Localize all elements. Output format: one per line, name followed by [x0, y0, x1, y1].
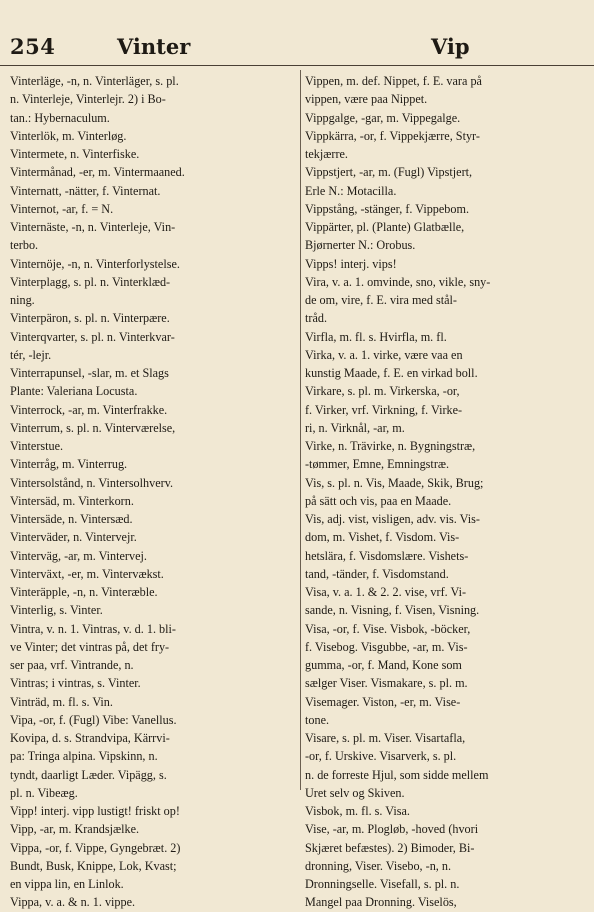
dictionary-line: gumma, -or, f. Mand, Kone som [305, 658, 462, 672]
dictionary-line: Vippkärra, -or, f. Vippekjærre, Styr- [305, 128, 480, 143]
dictionary-line: tekjærre. [305, 147, 348, 161]
dictionary-line: Vinterqvarter, s. pl. n. Vinterkvar- [10, 329, 175, 344]
dictionary-line: Vinteräpple, -n, n. Vinteræble. [10, 585, 158, 599]
dictionary-line: Visare, s. pl. m. Viser. Visartafla, [305, 731, 466, 745]
dictionary-line: Vinternöje, -n, n. Vinterforlystelse. [10, 256, 180, 271]
dictionary-line: Vinterväxt, -er, m. Vintervækst. [10, 566, 164, 581]
dictionary-line: Mangel paa Dronning. Viselös, [305, 895, 457, 910]
dictionary-line: Vinterläge, -n, n. Vinterläger, s. pl. [10, 74, 179, 88]
dictionary-line: Visa, -or, f. Vise. Visbok, -böcker, [305, 621, 471, 636]
dictionary-line: Visemager. Viston, -er, m. Vise- [305, 694, 461, 709]
dictionary-line: Skjæret befæstes). 2) Bimoder, Bi- [305, 840, 475, 855]
page-header [0, 0, 594, 64]
dictionary-line: Vintersäde, n. Vintersæd. [10, 512, 133, 526]
dictionary-line: Virke, n. Trävirke, n. Bygningstræ, [305, 439, 476, 453]
dictionary-line: Vis, s. pl. n. Vis, Maade, Skik, Brug; [305, 475, 484, 490]
dictionary-line: Vinterstue. [10, 439, 64, 453]
dictionary-line: dronning, Viser. Visebo, -n, n. [305, 858, 452, 873]
dictionary-line: Vis, adj. vist, visligen, adv. vis. Vis- [305, 512, 480, 526]
dictionary-line: Vipp, -ar, m. Krandsjælke. [10, 822, 140, 837]
dictionary-line: ve Vinter; det vintras på, det fry- [10, 639, 170, 654]
dictionary-line: de om, vire, f. E. vira med stål- [305, 293, 457, 307]
dictionary-line: Vippa, -or, f. Vippe, Gyngebræt. 2) [10, 840, 181, 855]
dictionary-line: Vinterplagg, s. pl. n. Vinterklæd- [10, 274, 171, 289]
dictionary-line: Visa, v. a. 1. & 2. 2. vise, vrf. Vi- [305, 585, 467, 599]
dictionary-line: tråd. [305, 311, 327, 326]
dictionary-line: Vipa, -or, f. (Fugl) Vibe: Vanellus. [10, 712, 177, 727]
left-guide-word: Vinter [117, 34, 191, 59]
dictionary-line: tyndt, daarligt Læder. Vipägg, s. [10, 767, 167, 782]
dictionary-line: Vinterrapunsel, -slar, m. et Slags [10, 366, 169, 380]
dictionary-line: Virfla, m. fl. s. Hvirfla, m. fl. [305, 329, 447, 344]
dictionary-line: ri, n. Virknål, -ar, m. [305, 420, 405, 435]
dictionary-line: tone. [305, 712, 330, 727]
dictionary-line: tand, -tänder, f. Visdomstand. [305, 566, 449, 581]
dictionary-line: Vinterrum, s. pl. n. Vinterværelse, [10, 420, 176, 435]
dictionary-line: Vinterväg, -ar, m. Vintervej. [10, 548, 147, 563]
dictionary-line: n. Vinterleje, Vinterlejr. 2) i Bo- [10, 92, 166, 107]
dictionary-line: pa: Tringa alpina. Vipskinn, n. [10, 749, 158, 764]
dictionary-line: Dronningselle. Visefall, s. pl. n. [305, 877, 460, 891]
dictionary-line: Vintra, v. n. 1. Vintras, v. d. 1. bli- [10, 621, 176, 636]
dictionary-line: pl. n. Vibeæg. [10, 785, 78, 800]
dictionary-line: Vintersäd, m. Vinterkorn. [10, 493, 134, 508]
dictionary-line: Vippen, m. def. Nippet, f. E. vara på [305, 74, 482, 88]
dictionary-line: Vippa, v. a. & n. 1. vippe. [10, 895, 136, 910]
dictionary-line: Vinternatt, -nätter, f. Vinternat. [10, 183, 161, 198]
dictionary-line: Vinternäste, -n, n. Vinterleje, Vin- [10, 220, 176, 234]
dictionary-line: Vintras; i vintras, s. Vinter. [10, 676, 141, 691]
dictionary-line: Vippärter, pl. (Plante) Glatbælle, [305, 220, 465, 234]
dictionary-line: Vippstjert, -ar, m. (Fugl) Vipstjert, [305, 165, 473, 180]
dictionary-line: Vinterlök, m. Vinterløg. [10, 128, 127, 143]
dictionary-line: Vippgalge, -gar, m. Vippegalge. [305, 110, 461, 125]
dictionary-line: Kovipa, d. s. Strandvipa, Kärrvi- [10, 731, 170, 745]
dictionary-line: dom, m. Vishet, f. Visdom. Vis- [305, 530, 460, 545]
dictionary-line: Vintermånad, -er, m. Vintermaaned. [10, 165, 185, 180]
dictionary-line: Uret selv og Skiven. [305, 785, 405, 800]
dictionary-line: hetslära, f. Visdomslære. Vishets- [305, 548, 469, 563]
dictionary-line: ning. [10, 293, 35, 307]
dictionary-line: Virkare, s. pl. m. Virkerska, -or, [305, 384, 460, 399]
dictionary-line: Vinterlig, s. Vinter. [10, 603, 103, 618]
dictionary-line: Vinterpäron, s. pl. n. Vinterpære. [10, 311, 170, 326]
dictionary-line: Vinterrock, -ar, m. Vinterfrakke. [10, 402, 168, 417]
dictionary-line: Vinternot, -ar, f. = N. [10, 201, 114, 216]
dictionary-line: sælger Viser. Vismakare, s. pl. m. [305, 676, 468, 691]
dictionary-line: ser paa, vrf. Vintrande, n. [10, 658, 134, 672]
dictionary-line: på sätt och vis, paa en Maade. [305, 493, 452, 508]
header-rule [0, 65, 594, 66]
left-column [10, 72, 297, 910]
dictionary-line: Bjørnerter N.: Orobus. [305, 238, 416, 253]
dictionary-line: f. Virker, vrf. Virkning, f. Virke- [305, 402, 463, 417]
dictionary-line: vippen, være paa Nippet. [305, 92, 428, 107]
dictionary-line: terbo. [10, 238, 39, 253]
dictionary-line: Vintermete, n. Vinterfiske. [10, 147, 140, 161]
dictionary-line: Vira, v. a. 1. omvinde, sno, vikle, sny- [305, 274, 491, 289]
dictionary-line: sande, n. Visning, f. Visen, Visning. [305, 603, 480, 618]
dictionary-line: tér, -lejr. [10, 347, 52, 362]
dictionary-line: Vinterväder, n. Vintervejr. [10, 530, 137, 545]
dictionary-line: -or, f. Urskive. Visarverk, s. pl. [305, 749, 457, 764]
dictionary-line: Vintersolstånd, n. Vintersolhverv. [10, 475, 174, 490]
dictionary-line: en vippa lin, en Linlok. [10, 877, 124, 891]
dictionary-line: f. Visebog. Visgubbe, -ar, m. Vis- [305, 639, 468, 654]
column-divider [300, 70, 301, 790]
dictionary-line: Virka, v. a. 1. virke, være vaa en [305, 347, 463, 362]
dictionary-line: Vinträd, m. fl. s. Vin. [10, 694, 113, 709]
dictionary-line: Bundt, Busk, Knippe, Lok, Kvast; [10, 858, 177, 873]
dictionary-line: Vipp! interj. vipp lustigt! friskt op! [10, 804, 180, 818]
dictionary-line: kunstig Maade, f. E. en virkad boll. [305, 366, 478, 380]
dictionary-line: Vippstång, -stänger, f. Vippebom. [305, 201, 470, 216]
dictionary-line: Vipps! interj. vips! [305, 256, 397, 271]
page-number: 254 [10, 34, 56, 59]
right-guide-word: Vip [431, 34, 470, 59]
dictionary-line: Visbok, m. fl. s. Visa. [305, 804, 410, 818]
dictionary-line: -tømmer, Emne, Emningstræ. [305, 457, 450, 472]
dictionary-line: Vinterråg, m. Vinterrug. [10, 457, 128, 472]
dictionary-line: tan.: Hybernaculum. [10, 110, 110, 125]
dictionary-line: Erle N.: Motacilla. [305, 183, 397, 198]
dictionary-line: Vise, -ar, m. Plogløb, -hoved (hvori [305, 822, 479, 837]
right-column [305, 72, 592, 910]
dictionary-line: Plante: Valeriana Locusta. [10, 384, 138, 399]
dictionary-line: n. de forreste Hjul, som sidde mellem [305, 767, 489, 782]
